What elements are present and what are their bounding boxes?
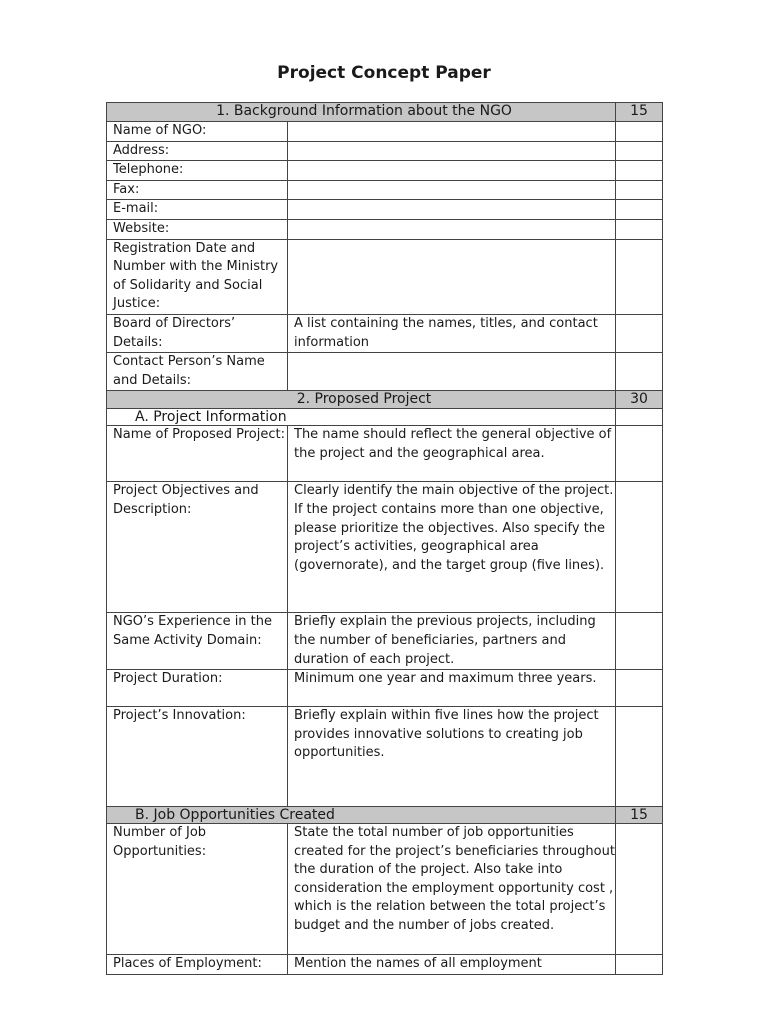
table-row [107,239,663,314]
row-description: Mention the names of all employment [288,955,616,975]
row-score [616,353,663,391]
row-label: Name of NGO: [107,122,288,142]
table-row [107,200,663,220]
table-row [107,707,663,807]
row-label: Fax: [107,180,288,200]
row-score [616,955,663,975]
subsection-heading: A. Project Information [107,409,616,426]
table-row [107,613,663,670]
row-description: A list containing the names, titles, and contact information [288,314,616,352]
row-score [616,670,663,707]
table-row [107,161,663,181]
row-label: Registration Date and Number with the Ministry of Solidarity and Social Justice: [107,239,288,314]
subsection-header [107,807,663,824]
row-description [288,161,616,181]
row-label: Project Duration: [107,670,288,707]
table-row [107,824,663,955]
row-description [288,180,616,200]
row-description [288,122,616,142]
row-score [616,180,663,200]
table-row [107,955,663,975]
row-label: Address: [107,141,288,161]
table-row [107,353,663,391]
row-label: Number of Job Opportunities: [107,824,288,955]
row-description [288,141,616,161]
table-row [107,426,663,482]
table-row [107,122,663,142]
table-row [107,482,663,613]
row-label: E-mail: [107,200,288,220]
row-description: State the total number of job opportunities created for the project’s beneficiaries throughout the duration of the project. Also take into consideration the employment opportunity cost , which is the relation between the total project’s budget and the number of jobs created. [288,824,616,955]
row-description: Minimum one year and maximum three years. [288,670,616,707]
section-score: 15 [616,103,663,122]
section-score: 30 [616,391,663,409]
row-score [616,161,663,181]
row-description: Clearly identify the main objective of the project. If the project contains more than one objective, please prioritize the objectives. Also specify the project’s activities, geographical area (governorate), and the target group (five lines). [288,482,616,613]
row-label: Places of Employment: [107,955,288,975]
row-label: Website: [107,219,288,239]
row-description [288,200,616,220]
row-label: Contact Person’s Name and Details: [107,353,288,391]
row-score [616,409,663,426]
row-description: The name should reflect the general objective of the project and the geographical area. [288,426,616,482]
row-score [616,824,663,955]
subsection-heading: B. Job Opportunities Created [107,807,616,824]
row-score [616,314,663,352]
concept-paper-table [106,102,663,975]
row-score [616,707,663,807]
row-score [616,122,663,142]
row-score [616,482,663,613]
row-label: NGO’s Experience in the Same Activity Domain: [107,613,288,670]
section-header [107,103,663,122]
row-score [616,200,663,220]
row-score [616,219,663,239]
row-label: Project’s Innovation: [107,707,288,807]
row-score [616,426,663,482]
row-label: Project Objectives and Description: [107,482,288,613]
row-label: Board of Directors’ Details: [107,314,288,352]
row-description [288,353,616,391]
row-description [288,219,616,239]
row-label: Telephone: [107,161,288,181]
row-description: Briefly explain within five lines how the project provides innovative solutions to creating job opportunities. [288,707,616,807]
page-title: Project Concept Paper [277,63,491,83]
table-row [107,219,663,239]
table-row [107,314,663,352]
section-heading: 1. Background Information about the NGO [107,103,616,122]
row-description: Briefly explain the previous projects, including the number of beneficiaries, partners and duration of each project. [288,613,616,670]
section-heading: 2. Proposed Project [107,391,616,409]
section-header [107,391,663,409]
table-row [107,141,663,161]
row-score [616,141,663,161]
row-description [288,239,616,314]
table-row [107,670,663,707]
subsection-header [107,409,663,426]
row-score [616,613,663,670]
section-score: 15 [616,807,663,824]
table-row [107,180,663,200]
row-label: Name of Proposed Project: [107,426,288,482]
row-score [616,239,663,314]
